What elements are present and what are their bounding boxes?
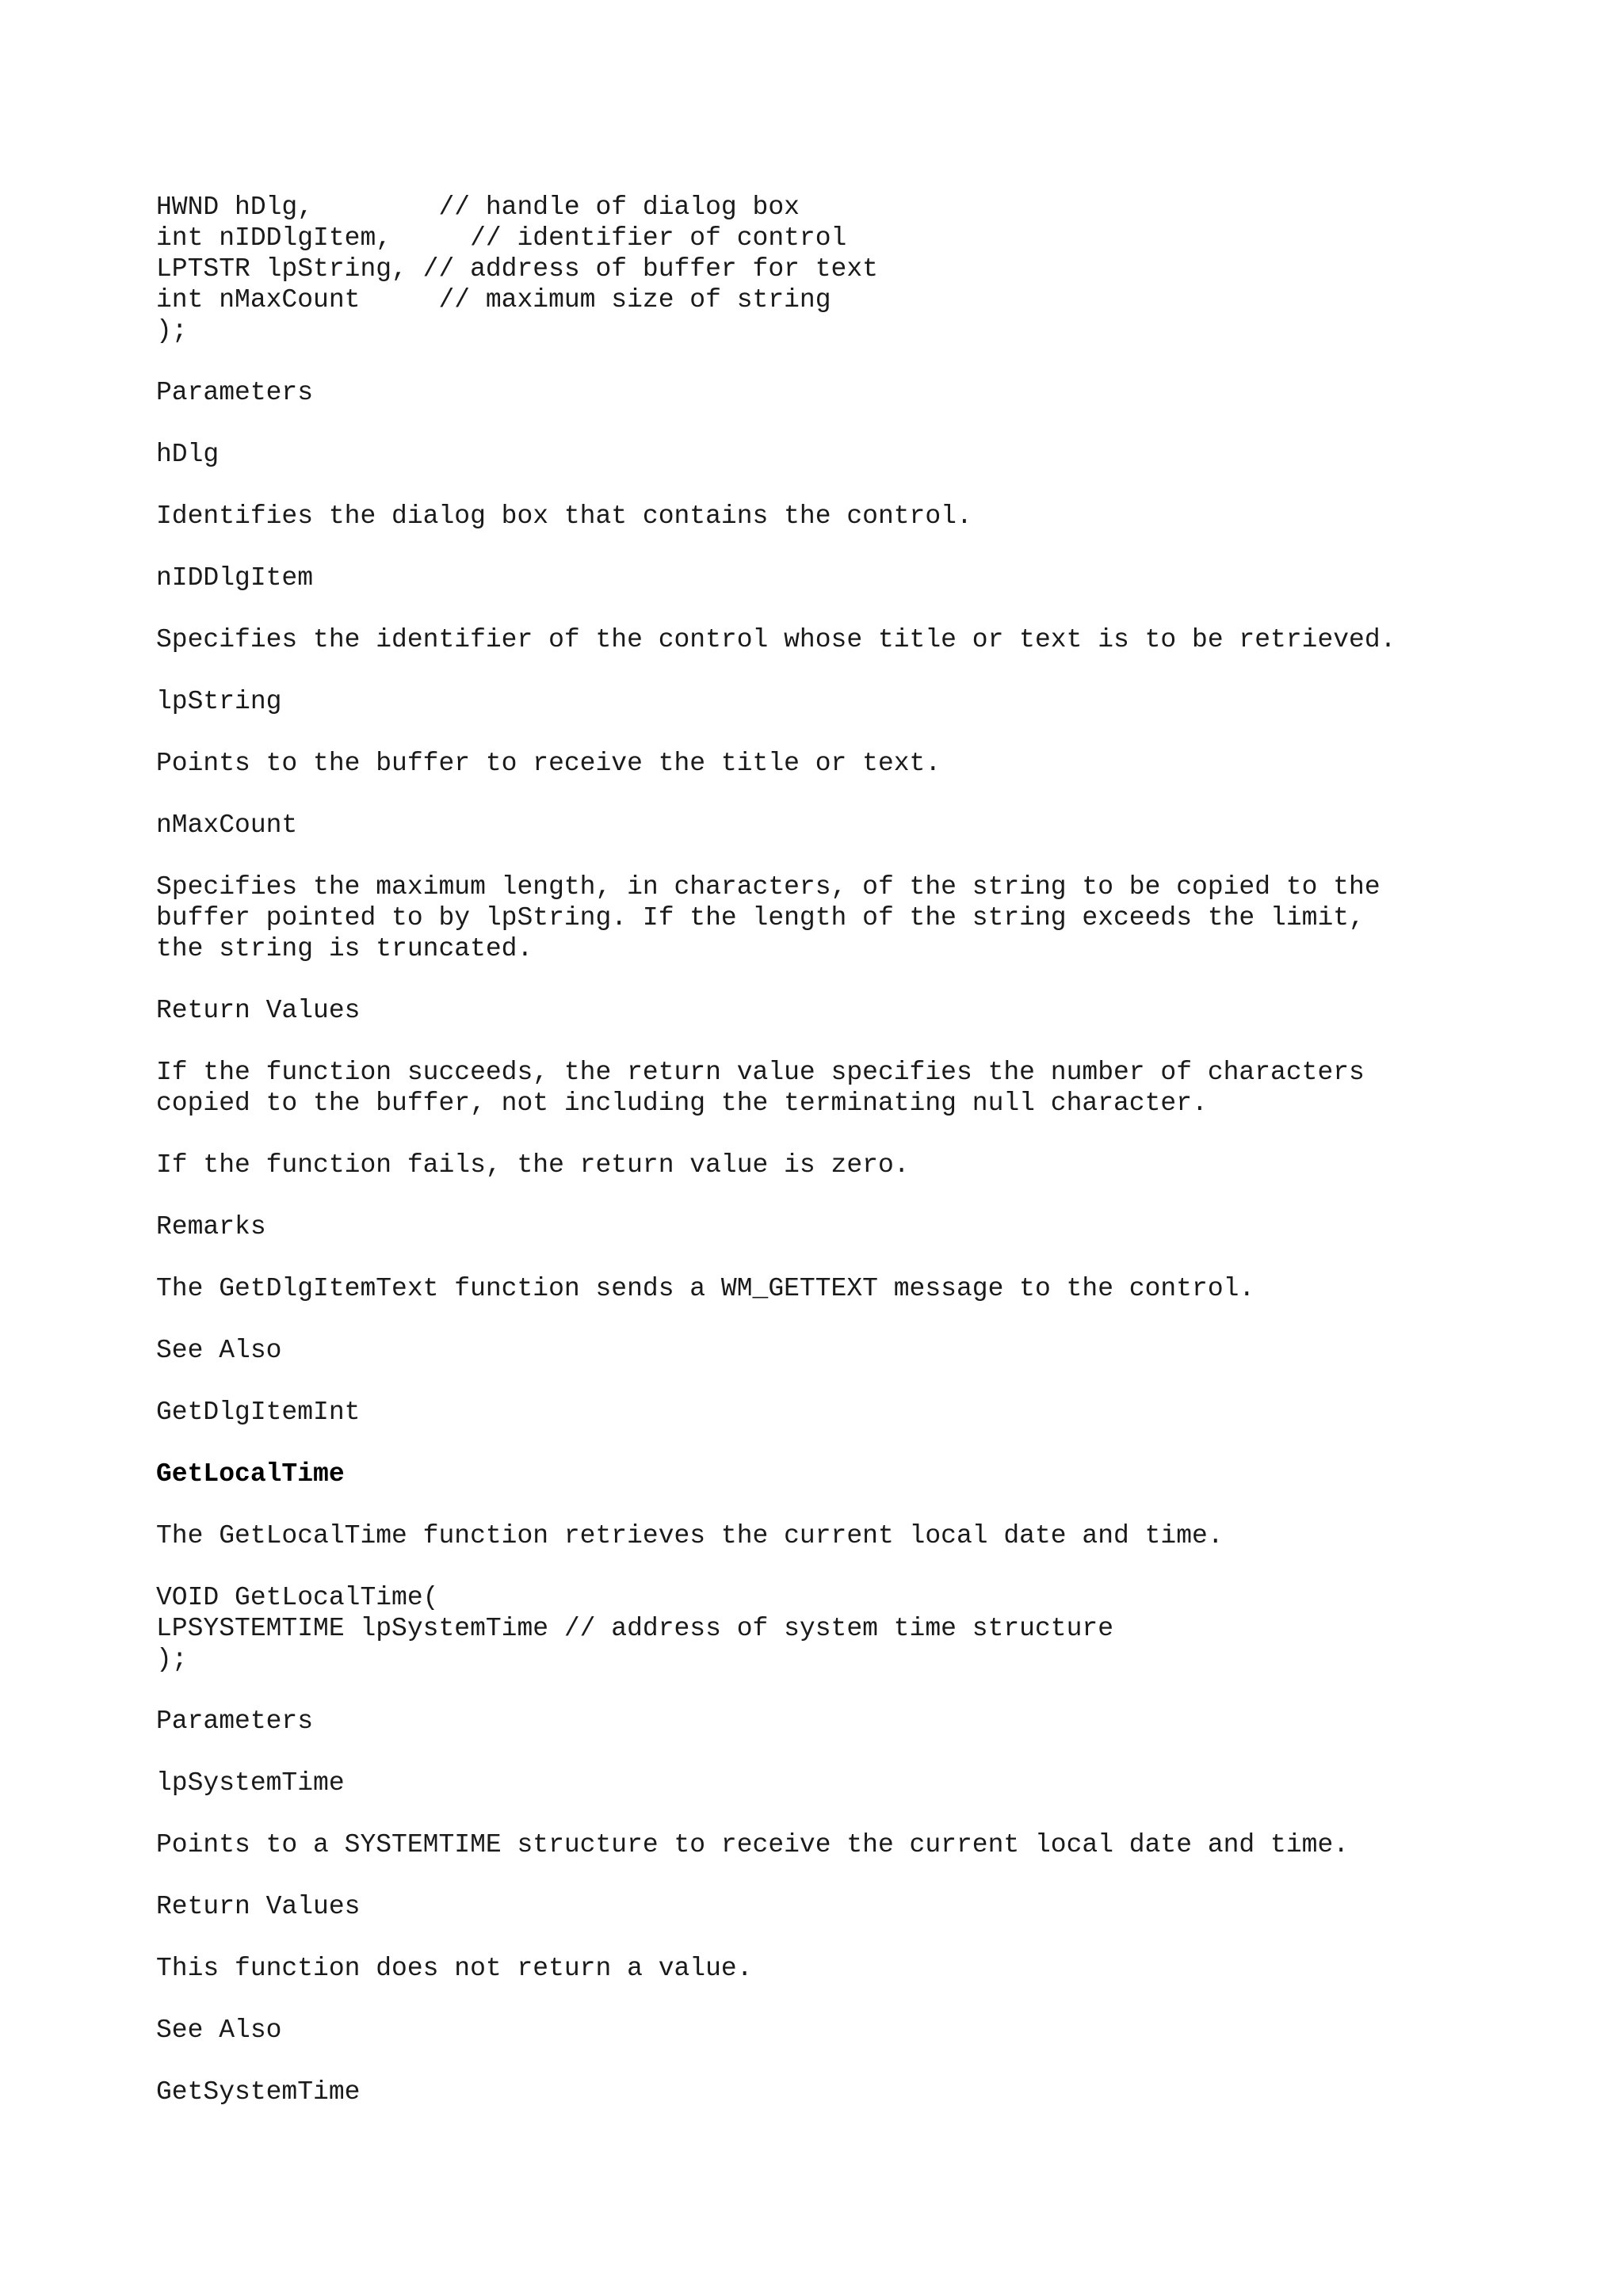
param-name-nmaxcount: nMaxCount: [156, 810, 298, 840]
param-name-hdlg: hDlg: [156, 440, 220, 469]
code-block-signature: [156, 192, 1551, 346]
return-values-desc: If the function succeeds, the return value specifies the number of characters copied to the buffer, not including the terminating null character.: [156, 1058, 1365, 1118]
return-values-heading: Return Values: [156, 996, 361, 1025]
code-line: );: [156, 1645, 188, 1674]
code-line: VOID GetLocalTime(: [156, 1583, 439, 1612]
code-line: LPTSTR lpString, // address of buffer for text: [156, 254, 878, 284]
remarks-heading: Remarks: [156, 1212, 266, 1241]
code-line: int nIDDlgItem, // identifier of control: [156, 223, 847, 253]
return-values-desc-2: This function does not return a value.: [156, 1954, 753, 1983]
param-name-niddlgitem: nIDDlgItem: [156, 563, 314, 593]
see-also-value-2: GetSystemTime: [156, 2077, 361, 2107]
param-name-lpsystemtime: lpSystemTime: [156, 1768, 345, 1798]
parameters-heading-2: Parameters: [156, 1707, 314, 1736]
see-also-heading-2: See Also: [156, 2016, 282, 2045]
code-line: int nMaxCount // maximum size of string: [156, 285, 831, 315]
param-desc-nmaxcount: Specifies the maximum length, in characters, of the string to be copied to the buffer pointed to by lpString. If the length of the string exceeds the limit, the string is truncated.: [156, 872, 1381, 963]
param-desc-lpstring: Points to the buffer to receive the title or text.: [156, 749, 941, 778]
code-block-getlocaltime: [156, 1582, 1551, 1675]
see-also-value: GetDlgItemInt: [156, 1398, 361, 1427]
document-page: [156, 192, 1551, 2138]
see-also-heading: See Also: [156, 1336, 282, 1365]
param-desc-lpsystemtime: Points to a SYSTEMTIME structure to receive the current local date and time.: [156, 1830, 1350, 1859]
param-name-lpstring: lpString: [156, 687, 282, 716]
param-desc-niddlgitem: Specifies the identifier of the control whose title or text is to be retrieved.: [156, 625, 1396, 654]
function-title: GetLocalTime: [156, 1459, 345, 1489]
return-values-heading-2: Return Values: [156, 1892, 361, 1921]
param-desc-hdlg: Identifies the dialog box that contains the control.: [156, 502, 972, 531]
function-intro: The GetLocalTime function retrieves the current local date and time.: [156, 1521, 1224, 1550]
code-line: HWND hDlg, // handle of dialog box: [156, 193, 800, 222]
code-line: LPSYSTEMTIME lpSystemTime // address of system time structure: [156, 1614, 1113, 1643]
parameters-heading: Parameters: [156, 378, 314, 407]
remarks-text: The GetDlgItemText function sends a WM_GETTEXT message to the control.: [156, 1274, 1255, 1303]
return-fail-desc: If the function fails, the return value is zero.: [156, 1150, 910, 1180]
code-line: );: [156, 316, 188, 345]
